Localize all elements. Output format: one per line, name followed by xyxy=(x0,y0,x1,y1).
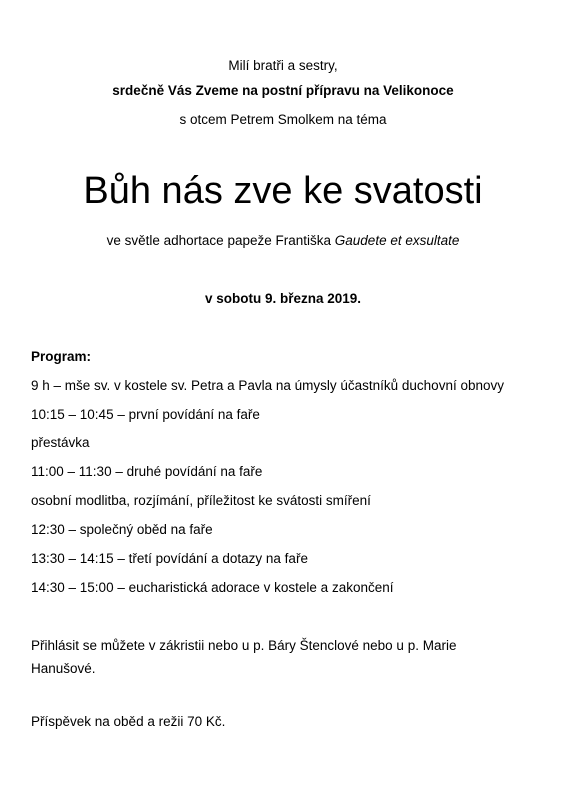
program-item: 11:00 – 11:30 – druhé povídání na faře xyxy=(31,464,263,479)
event-date: v sobotu 9. března 2019. xyxy=(204,291,362,306)
subtitle xyxy=(0,232,566,250)
subtitle-prefix: ve světle adhortace papeže Františka xyxy=(106,233,332,248)
program-item: přestávka xyxy=(31,435,90,450)
program-item: osobní modlitba, rozjímání, příležitost ke svátosti smíření xyxy=(31,493,371,508)
program-item: 10:15 – 10:45 – první povídání na faře xyxy=(31,407,260,422)
page-title: Bůh nás zve ke svatosti xyxy=(83,170,483,212)
speaker-text: s otcem Petrem Smolkem na téma xyxy=(179,112,387,127)
invite-text: srdečně Vás Zveme na postní přípravu na Velikonoce xyxy=(112,83,454,98)
fee-text: Příspěvek na oběd a režii 70 Kč. xyxy=(31,714,226,729)
registration-text: Přihlásit se můžete v zákristii nebo u p. Báry Štenclové nebo u p. Marie Hanušové. xyxy=(31,638,457,676)
program-item: 14:30 – 15:00 – eucharistická adorace v kostele a zakončení xyxy=(31,580,394,595)
document-name: Gaudete et exsultate xyxy=(334,233,460,248)
greeting-text: Milí bratři a sestry, xyxy=(228,58,338,73)
program-item: 12:30 – společný oběd na faře xyxy=(31,522,213,537)
program-heading: Program: xyxy=(31,349,92,364)
program-item: 9 h – mše sv. v kostele sv. Petra a Pavla na úmysly účastníků duchovní obnovy xyxy=(31,378,504,393)
program-item: 13:30 – 14:15 – třetí povídání a dotazy na faře xyxy=(31,551,308,566)
